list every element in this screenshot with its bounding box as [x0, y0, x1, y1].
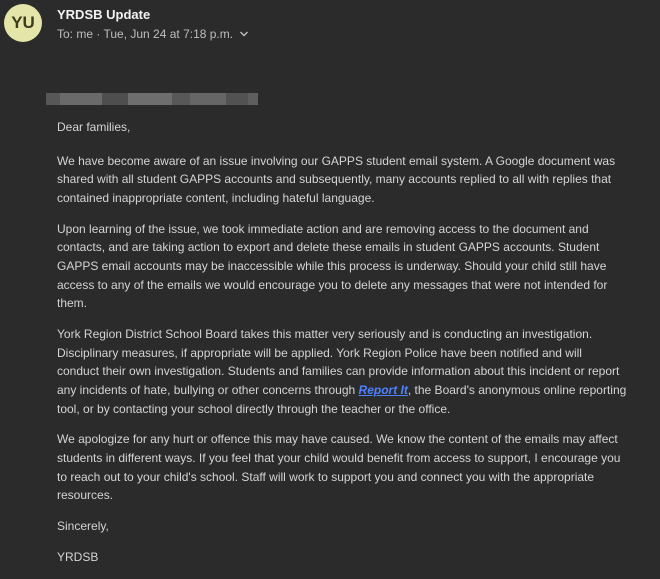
redacted-image [46, 93, 258, 105]
closing: Sincerely, [57, 519, 109, 534]
avatar[interactable]: YU [4, 4, 42, 42]
paragraph-3-text-after: , the Board's anonymous online reporting tool, or by contacting your school directly through the teacher or the office. [57, 382, 627, 416]
recipient-details-toggle[interactable] [57, 27, 249, 41]
paragraph-1: We have become aware of an issue involving our GAPPS student email system. A Google document was shared with all student GAPPS accounts and subsequently, many accounts replied to all with replies that contained inappropriate content, including hateful language. [57, 153, 616, 205]
paragraph-2: Upon learning of the issue, we took immediate action and are removing access to the document and contacts, and are taking action to export and delete these emails in student GAPPS accounts. Student GAPPS email accounts may be inaccessible while this process is underway. Should your child still have access to any of the emails we would encourage you to delete any messages that were not intended for them. [57, 221, 608, 311]
greeting: Dear families, [57, 120, 131, 134]
paragraph-3 [57, 325, 627, 418]
sender-name[interactable]: YRDSB Update [57, 7, 151, 22]
paragraph-4: We apologize for any hurt or offence this may have caused. We know the content of the emails may affect students in different ways. If you feel that your child would benefit from access to support, I encourage you to reach out to your child's school. Staff will work to support you and connect you with the appropriate resources. [57, 432, 621, 503]
chevron-down-icon [239, 29, 249, 39]
paragraph-3-text-before: York Region District School Board takes this matter very seriously and is conducting an investigation. Disciplinary measures, if appropriate will be applied. York Region Police have been notified and will conduct their own investigation. Students and families can provide information about this incident or report any incidents of hate, bullying or other concerns through [57, 327, 620, 397]
report-it-link[interactable]: Report It [358, 382, 408, 397]
email-header [0, 0, 660, 60]
recipient-date-line: To: me · Tue, Jun 24 at 7:18 p.m. [57, 27, 234, 41]
email-body [57, 118, 627, 579]
signature: YRDSB [57, 550, 99, 565]
